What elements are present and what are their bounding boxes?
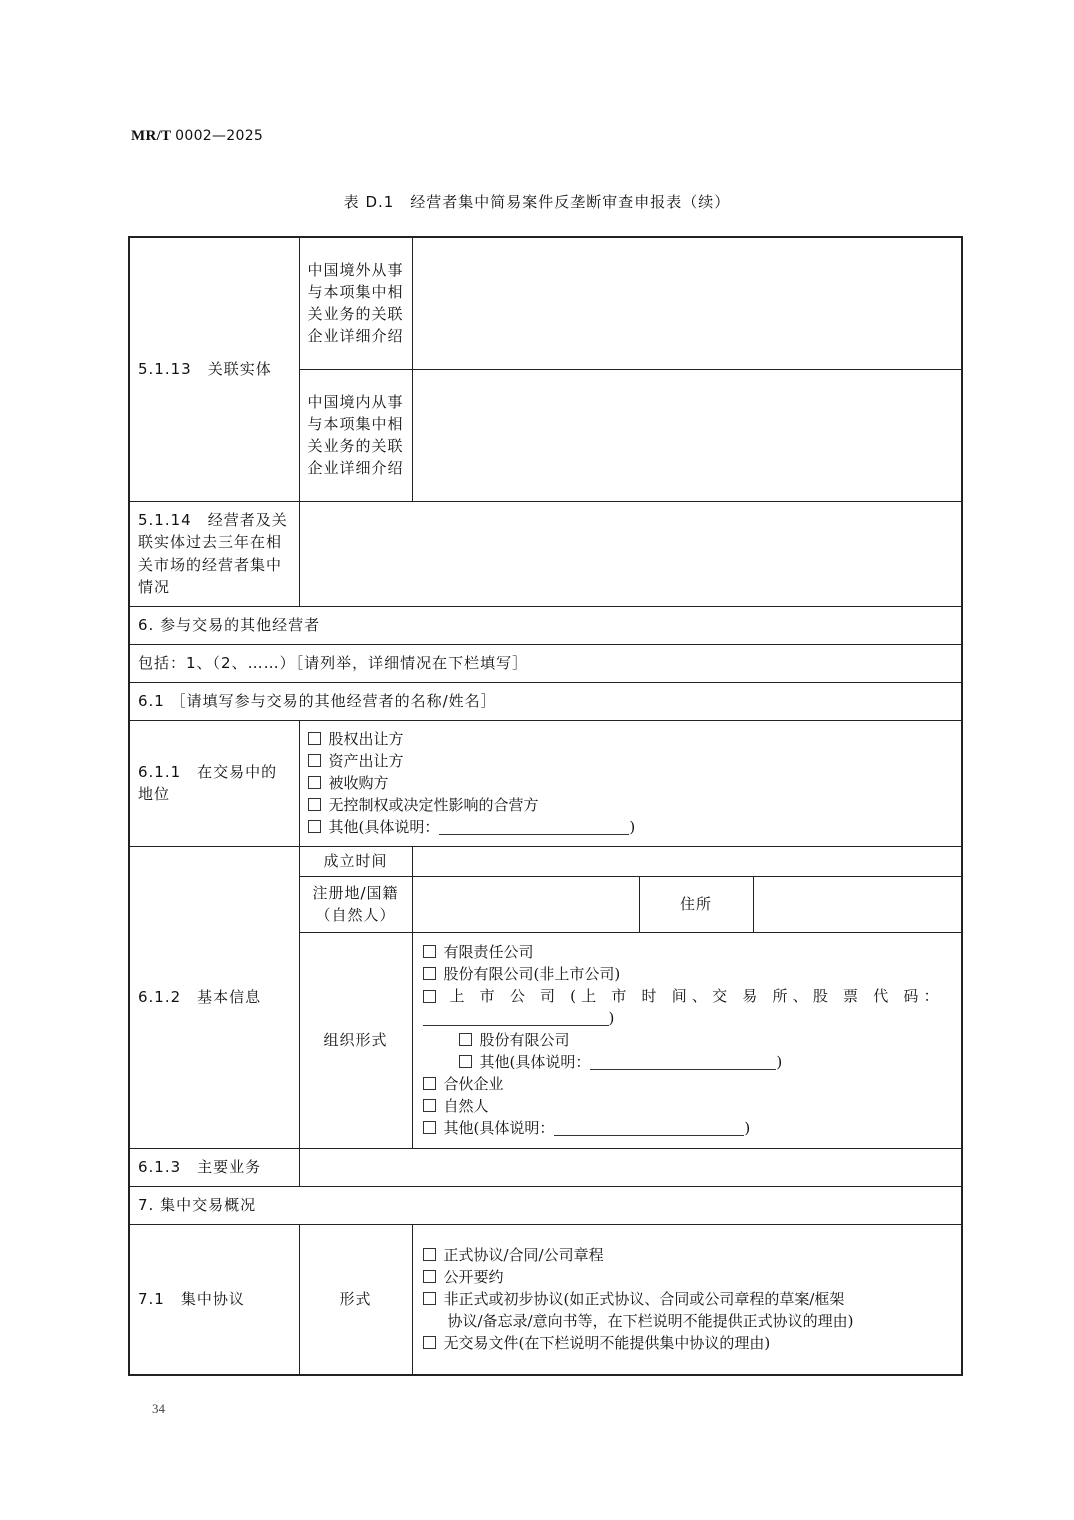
input-main-business[interactable] xyxy=(299,1148,962,1186)
org-form-options xyxy=(412,932,962,1148)
option-natural-person[interactable]: 自然人 xyxy=(423,1095,954,1117)
option-acquired-party[interactable]: 被收购方 xyxy=(308,772,954,794)
input-registered-place[interactable] xyxy=(412,876,639,932)
input-domestic-affiliates[interactable] xyxy=(412,369,962,501)
listed-blank-line[interactable]: ) xyxy=(423,1007,954,1029)
label-org-form: 组织形式 xyxy=(299,932,412,1148)
option-jv-party[interactable]: 无控制权或决定性影响的合营方 xyxy=(308,794,954,816)
label-5-1-13: 5.1.13 关联实体 xyxy=(129,237,299,501)
option-listed-other[interactable]: 其他(具体说明： ) xyxy=(423,1051,954,1073)
input-residence[interactable] xyxy=(753,876,962,932)
agreement-form-options xyxy=(412,1224,962,1375)
blank-line[interactable] xyxy=(423,1010,609,1026)
input-established-time[interactable] xyxy=(412,846,962,876)
row-6-1-3 xyxy=(129,1148,962,1186)
checkbox-icon[interactable] xyxy=(308,754,321,767)
other-operator-name-field[interactable]: 6.1 ［请填写参与交易的其他经营者的名称/姓名］ xyxy=(129,682,962,720)
position-options xyxy=(299,720,962,846)
blank-line[interactable] xyxy=(554,1120,744,1136)
label-6-1-2: 6.1.2 基本信息 xyxy=(129,846,299,1148)
row-6-1-2-established xyxy=(129,846,962,876)
input-foreign-affiliates[interactable] xyxy=(412,237,962,369)
row-5-1-13-foreign xyxy=(129,237,962,369)
label-domestic-affiliates: 中国境内从事与本项集中相关业务的关联企业详细介绍 xyxy=(299,369,412,501)
option-no-transaction-docs[interactable]: 无交易文件(在下栏说明不能提供集中协议的理由) xyxy=(423,1332,954,1354)
row-7-1 xyxy=(129,1224,962,1375)
label-6-1-1: 6.1.1 在交易中的地位 xyxy=(129,720,299,846)
informal-agreement-continued: 协议/备忘录/意向书等，在下栏说明不能提供正式协议的理由) xyxy=(447,1312,854,1331)
label-6-1-3: 6.1.3 主要业务 xyxy=(129,1148,299,1186)
label-residence: 住所 xyxy=(639,876,753,932)
label-established-time: 成立时间 xyxy=(299,846,412,876)
blank-line[interactable] xyxy=(590,1054,776,1070)
option-other-position[interactable]: 其他(具体说明： ) xyxy=(308,816,954,838)
option-jsc-unlisted[interactable]: 股份有限公司(非上市公司) xyxy=(423,963,954,985)
checkbox-icon[interactable] xyxy=(423,1099,436,1112)
document-code-prefix: MR/T xyxy=(131,128,172,144)
option-informal-agreement[interactable]: 非正式或初步协议(如正式协议、合同或公司章程的草案/框架 xyxy=(423,1288,954,1310)
row-section-6 xyxy=(129,606,962,644)
checkbox-icon[interactable] xyxy=(308,776,321,789)
row-include xyxy=(129,644,962,682)
checkbox-icon[interactable] xyxy=(423,1270,436,1283)
option-org-other[interactable]: 其他(具体说明： ) xyxy=(423,1117,954,1139)
document-code-number: 0002—2025 xyxy=(175,128,264,144)
checkbox-icon[interactable] xyxy=(423,1121,436,1134)
document-code xyxy=(131,128,263,145)
label-registered-place: 注册地/国籍（自然人） xyxy=(299,876,412,932)
row-5-1-14 xyxy=(129,501,962,606)
checkbox-icon[interactable] xyxy=(308,798,321,811)
checkbox-icon[interactable] xyxy=(423,945,436,958)
section-6-heading: 6. 参与交易的其他经营者 xyxy=(129,606,962,644)
input-5-1-14[interactable] xyxy=(299,501,962,606)
option-llc[interactable]: 有限责任公司 xyxy=(423,941,954,963)
option-equity-transferor[interactable]: 股权出让方 xyxy=(308,728,954,750)
label-form: 形式 xyxy=(299,1224,412,1375)
page-number: 34 xyxy=(152,1401,165,1416)
checkbox-icon[interactable] xyxy=(459,1033,472,1046)
option-jsc[interactable]: 股份有限公司 xyxy=(423,1029,954,1051)
row-6-1 xyxy=(129,682,962,720)
label-5-1-14: 5.1.14 经营者及关联实体过去三年在相关市场的经营者集中情况 xyxy=(129,501,299,606)
checkbox-icon[interactable] xyxy=(423,990,436,1003)
label-foreign-affiliates: 中国境外从事与本项集中相关业务的关联企业详细介绍 xyxy=(299,237,412,369)
application-form-table xyxy=(128,236,963,1376)
label-7-1: 7.1 集中协议 xyxy=(129,1224,299,1375)
checkbox-icon[interactable] xyxy=(423,1336,436,1349)
option-public-offer[interactable]: 公开要约 xyxy=(423,1266,954,1288)
blank-line[interactable] xyxy=(439,819,629,835)
checkbox-icon[interactable] xyxy=(308,820,321,833)
table-title: 表 D.1 经营者集中简易案件反垄断审查申报表（续） xyxy=(343,193,731,211)
checkbox-icon[interactable] xyxy=(459,1055,472,1068)
checkbox-icon[interactable] xyxy=(423,1292,436,1305)
option-partnership[interactable]: 合伙企业 xyxy=(423,1073,954,1095)
option-formal-agreement[interactable]: 正式协议/合同/公司章程 xyxy=(423,1244,954,1266)
section-7-heading: 7. 集中交易概况 xyxy=(129,1186,962,1224)
checkbox-icon[interactable] xyxy=(423,967,436,980)
checkbox-icon[interactable] xyxy=(423,1248,436,1261)
row-section-7 xyxy=(129,1186,962,1224)
option-listed[interactable]: 上 市 公 司 (上 市 时 间、交 易 所、股 票 代 码： xyxy=(423,985,954,1007)
checkbox-icon[interactable] xyxy=(423,1077,436,1090)
include-list-field[interactable]: 包括：1、（2、……）［请列举，详细情况在下栏填写］ xyxy=(129,644,962,682)
row-6-1-1 xyxy=(129,720,962,846)
option-asset-transferor[interactable]: 资产出让方 xyxy=(308,750,954,772)
checkbox-icon[interactable] xyxy=(308,732,321,745)
